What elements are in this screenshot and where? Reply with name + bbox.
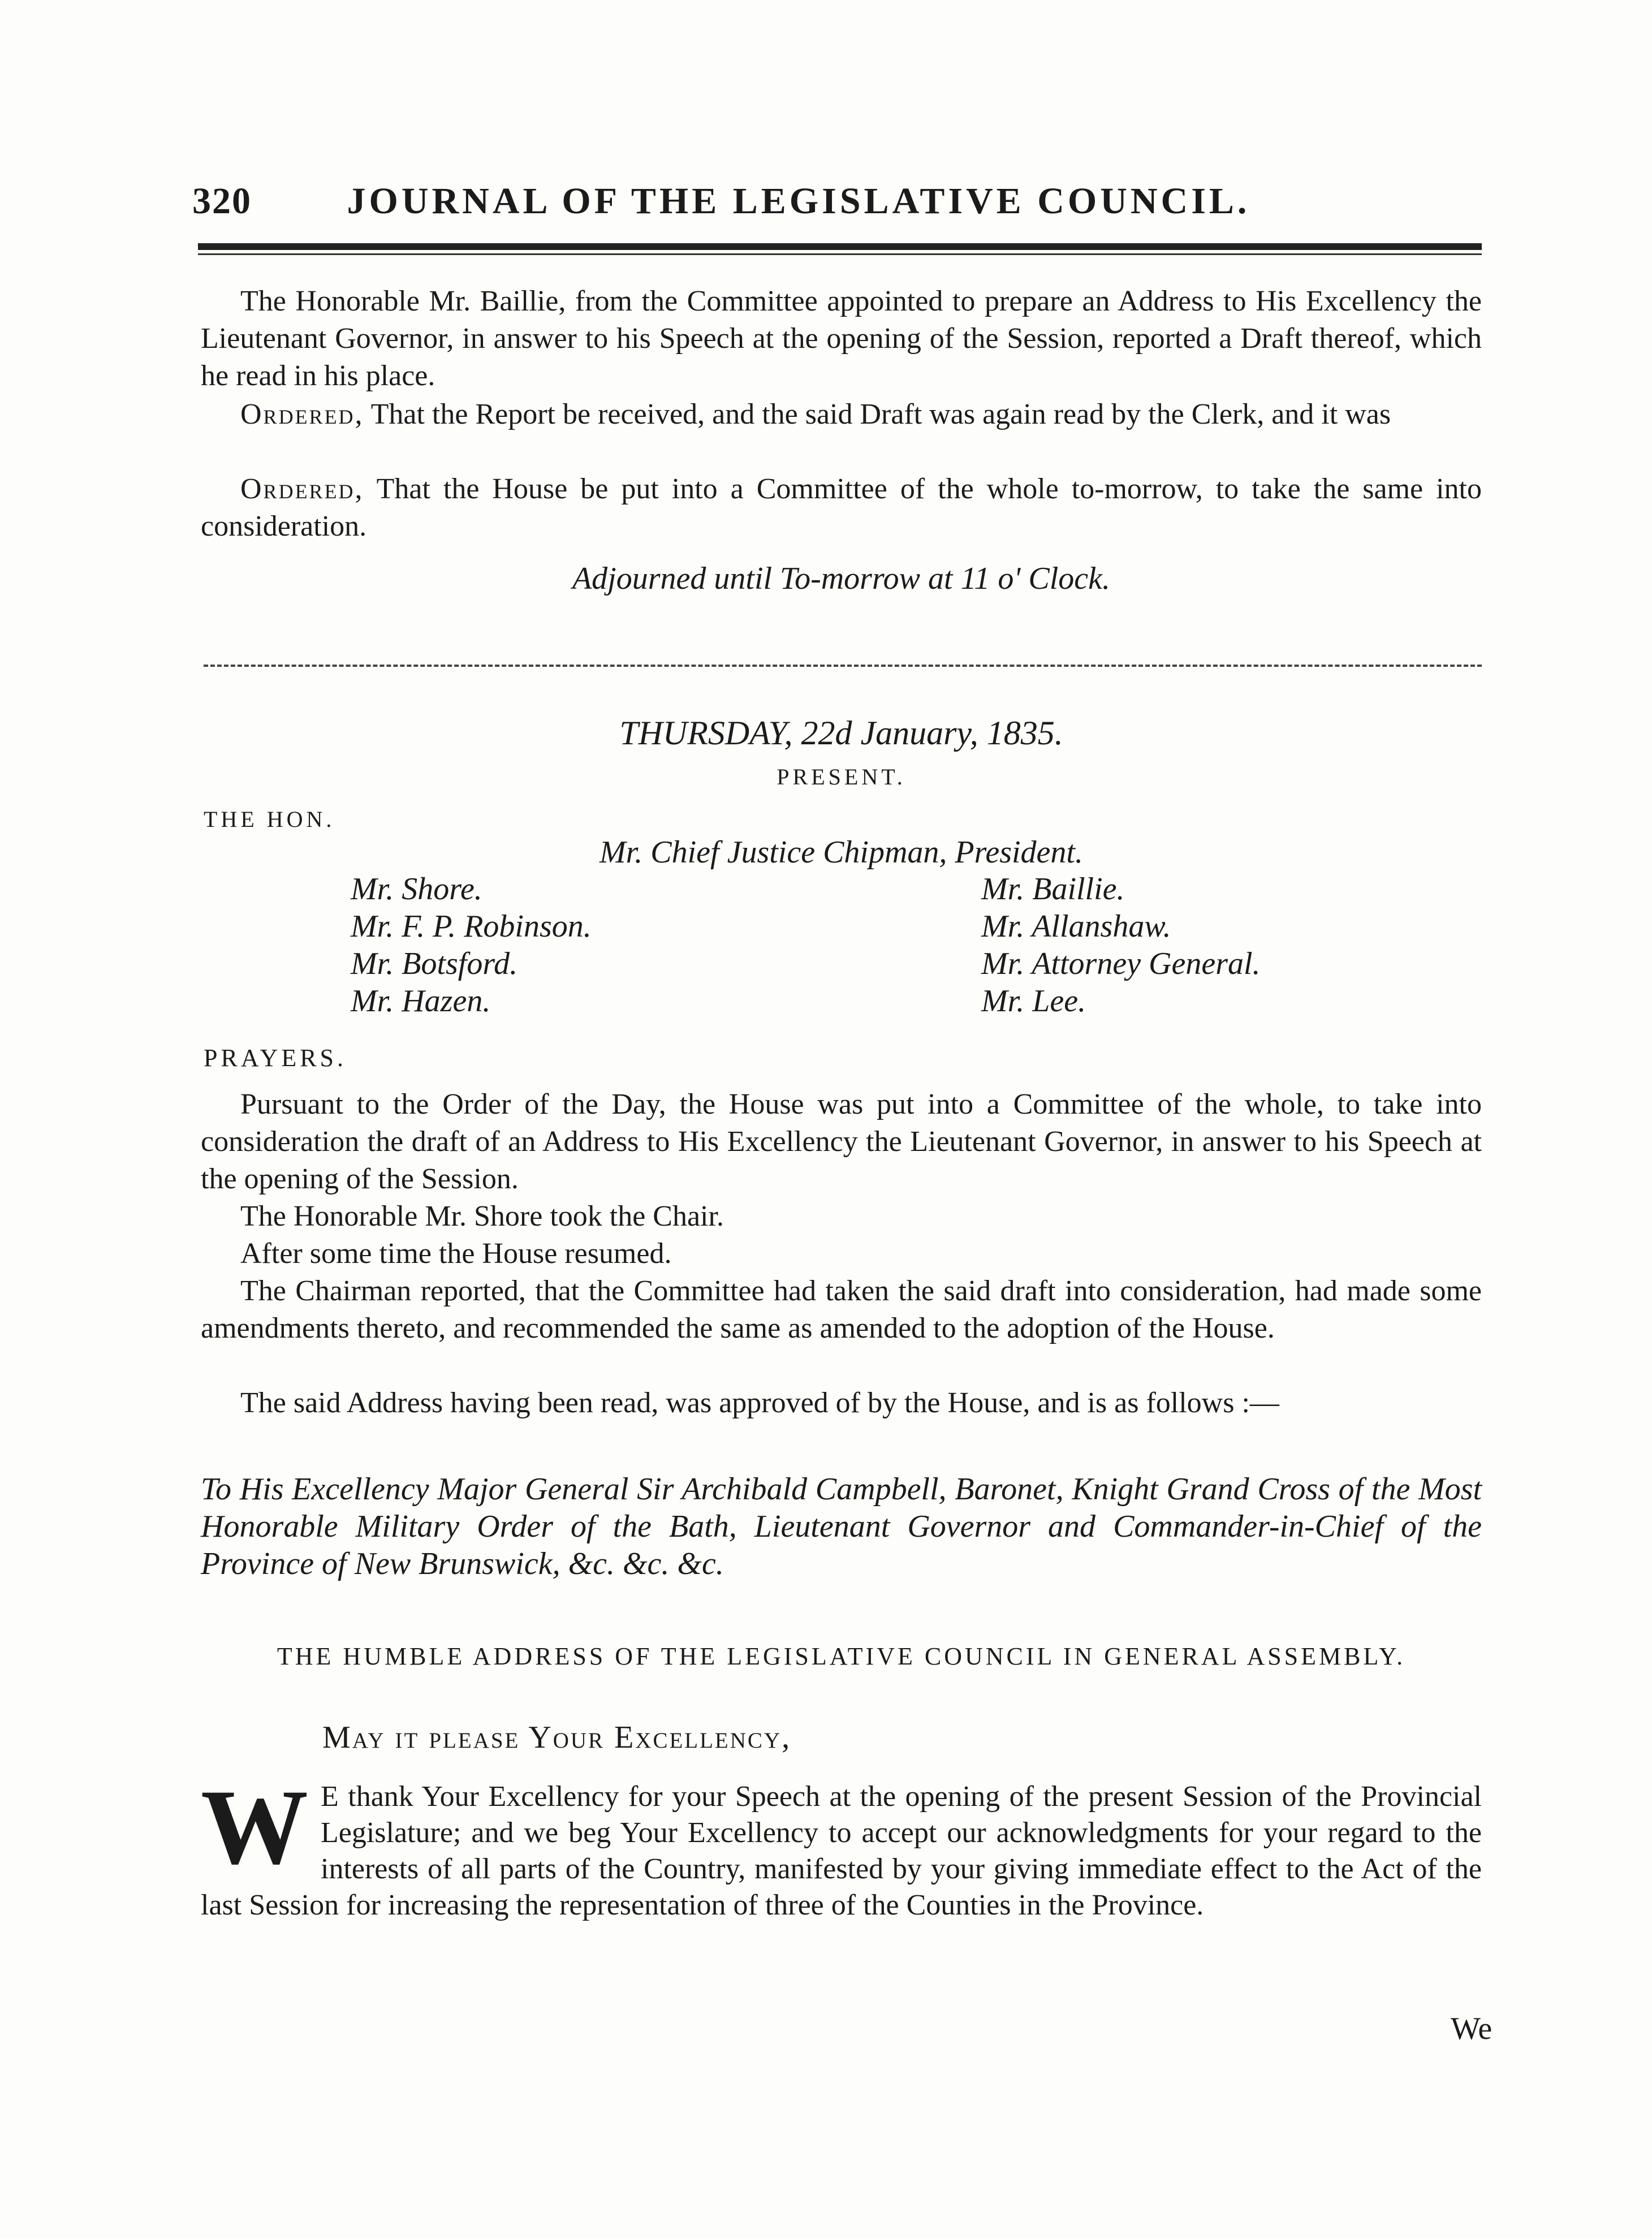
ordered-lead: Ordered, <box>240 398 364 430</box>
paragraph-chairman-reported: The Chairman reported, that the Committee had taken the said draft into consideration, had made some amendments thereto, and recommended the same as amended to the adoption of the House. <box>201 1275 1482 1344</box>
sitting-date: THURSDAY, 22d January, 1835. <box>619 714 1063 752</box>
paragraph-order-of-day: Pursuant to the Order of the Day, the House was put into a Committee of the whole, to take into consideration the draft of an Address to His Excellency the Lieutenant Governor, in answer to his Speech at the opening of the Session. <box>201 1088 1482 1195</box>
page-number: 320 <box>192 180 252 222</box>
address-body-text: E thank Your Excellency for your Speech at the opening of the present Session of the Provincial Legislature; and we beg Your Excellency to accept our acknowledgments for your regard to the interests of all parts of the Country, manifested by your giving immediate effect to the Act of the last Session for increasing the representation of three of the Counties in the Province. <box>201 1780 1482 1921</box>
member-right: Mr. Baillie. <box>981 872 1125 907</box>
catchword: We <box>1451 2011 1493 2046</box>
paragraph-ordered-committee: Ordered, That the House be put into a Committee of the whole to-morrow, to take the same into consideration. <box>201 473 1482 542</box>
member-right: Mr. Allanshaw. <box>981 909 1171 944</box>
running-title: JOURNAL OF THE LEGISLATIVE COUNCIL. <box>347 180 1250 222</box>
present-label: PRESENT. <box>777 764 906 790</box>
addressee-block: To His Excellency Major General Sir Archibald Campbell, Baronet, Knight Grand Cross of the Most Honorable Military Order of the Bath, Lieutenant Governor and Commander-in-Chief of the Province of New Brunswick, &c. &c. &c. <box>201 1472 1482 1581</box>
paragraph-took-chair: The Honorable Mr. Shore took the Chair. <box>240 1200 724 1232</box>
paragraph-address-approved: The said Address having been read, was approved of by the House, and is as follows :— <box>240 1387 1279 1419</box>
member-left: Mr. Botsford. <box>351 946 518 981</box>
humble-address-heading: THE HUMBLE ADDRESS OF THE LEGISLATIVE COUNCIL IN GENERAL ASSEMBLY. <box>277 1642 1406 1670</box>
prayers-label: PRAYERS. <box>204 1044 347 1072</box>
header-rule-thick <box>198 243 1482 250</box>
member-left: Mr. Shore. <box>351 872 482 907</box>
member-left: Mr. Hazen. <box>351 984 491 1019</box>
ordered-lead: Ordered, <box>240 473 364 505</box>
salutation: May it please Your Excellency, <box>322 1720 792 1755</box>
member-left: Mr. F. P. Robinson. <box>351 909 592 944</box>
president-line: Mr. Chief Justice Chipman, President. <box>599 835 1083 870</box>
section-divider <box>204 665 1482 667</box>
address-body <box>201 1768 1482 1924</box>
drop-cap: W <box>201 1768 308 1887</box>
page-header <box>192 180 1493 223</box>
paragraph-committee-report: The Honorable Mr. Baillie, from the Committee appointed to prepare an Address to His Excellency the Lieutenant Governor, in answer to his Speech at the opening of the Session, reported a Draft thereof, which he read in his place. <box>201 285 1482 392</box>
member-right: Mr. Attorney General. <box>981 946 1261 981</box>
member-right: Mr. Lee. <box>981 984 1086 1019</box>
paragraph-house-resumed: After some time the House resumed. <box>240 1237 672 1270</box>
adjournment-line: Adjourned until To-morrow at 11 o' Clock. <box>572 561 1111 596</box>
the-hon-label: THE HON. <box>204 807 335 832</box>
header-rule-thin <box>198 253 1482 255</box>
paragraph-ordered-received: Ordered, That the Report be received, and the said Draft was again read by the Clerk, and it was <box>240 398 1391 430</box>
